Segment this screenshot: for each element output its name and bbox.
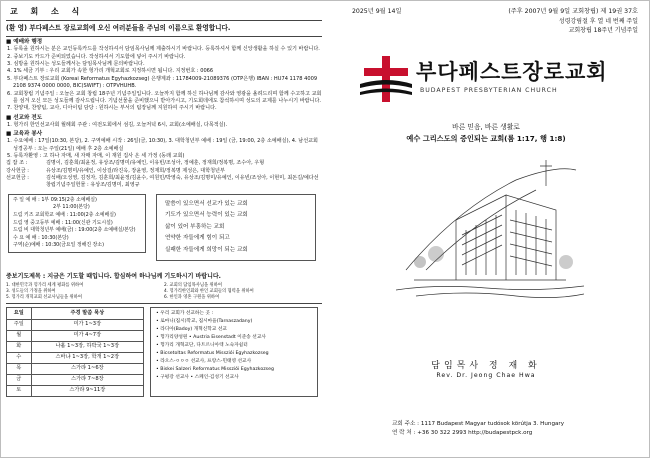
church-name-english: BUDAPEST PRESBYTERIAN CHURCH	[420, 87, 558, 94]
news-item: 3. 심방을 원하시는 성도들께서는 담임목사님께 문의바랍니다.	[7, 61, 145, 67]
motto-line: 바른 믿음, 바른 생활로	[452, 123, 520, 131]
news-item: 6. 교회창립 기념주일 : 오늘은 교회 창립 18주년 기념주일입니다. 오늘까지 함께 하신 하나님께 감사와 영광을 올려드리며 함께 수고하고 교회를 섬겨 오신 모든 성도들께 감사드립니다. 기념선물을 준비했으니 받아가시고, 기도회데에도 참석하시며 성도의 교제를 나누시기 바랍니다.	[7, 90, 322, 104]
worship-schedule-box	[8, 194, 146, 253]
day-cell: 화	[7, 341, 32, 352]
mission-line: • 헝가리양성원 • Austria Eisenstadt 이준송 선교사	[156, 334, 266, 340]
table-header: 요일	[7, 307, 32, 319]
section-title: ■ 교육과 봉사	[6, 131, 43, 138]
bible-reading-table	[6, 307, 144, 397]
prayer-item: 4. 헝가리한인회와 한인 교회들의 협력을 위하여	[164, 288, 254, 294]
mission-line: • 우리 교회가 선교하는 곳 :	[156, 310, 214, 316]
day-cell: 토	[7, 385, 32, 396]
vision-line: 삶이 있어 부흥하는 교회	[165, 223, 225, 230]
section-mission	[6, 114, 322, 129]
vision-line: 연약한 자들에게 힘이 되고	[165, 235, 230, 242]
mission-line: • Biskei Salzeri Reformatus Missziói Egyhazkozseg	[156, 366, 274, 372]
table-row	[7, 374, 144, 385]
reading-cell: 나훔 1~3장, 하박국 1~3장	[31, 341, 143, 352]
schedule-line: 2부 11:00(본당)	[53, 204, 90, 211]
role-row	[6, 168, 322, 175]
divider	[6, 303, 322, 304]
mission-line: • 구평강 선교사 • 스페인-김성기 선교사	[156, 374, 239, 380]
role-value: 김석배/오성영, 김정자, 김훈희/최윤정/김윤수, 여원민/박영숙, 유상조/김명미/유예인, 이유빈/조성아, 이현미, 최돈길/예다선 창립기념주일헌물 : 유상조/김명미, 최영규	[46, 175, 319, 189]
news-item: 1. 등록을 원하시는 분은 교인등록카드를 작성하셔서 담임목사님께 제출하시기 바랍니다. 등록하셔서 함께 신앙생활을 하실 수 있기 바랍니다.	[7, 46, 320, 53]
church-contact: 연 락 처 : +36 30 322 2993 http://budapestpck.org	[392, 429, 533, 436]
schedule-line: 수 요 예 배 : 10:30(본당)	[13, 234, 69, 241]
role-value: 김명이, 김훈희/최윤정, 유상조/김명미/유예인, 이유빈/조성아, 정예훈, 정재희/정복명, 조수아, 우형	[46, 160, 265, 167]
table-row	[7, 363, 144, 374]
reading-cell: 미가 4~7장	[31, 330, 143, 341]
news-item: 1. 헝가리 한인선교사회 월례회 주관 : 여전도회에서 섬김, 오늘저녁 6시, 교회(소예배실, 다목적실).	[7, 121, 228, 128]
bulletin-date: 2025년 9월 14일	[352, 8, 402, 15]
liturgical-week: 성령강림절 후 열 네 번째 주일	[558, 18, 638, 25]
contact-block	[392, 420, 564, 437]
day-cell: 주일	[7, 319, 32, 330]
prayer-item: 5. 헝가리 개혁교회 선교사님들을 위하여	[6, 295, 82, 301]
role-value: 유상조/김명미/유예인, 이상걸/라진옥, 장윤영, 정재희/정복명 제성은, 대학청년부	[46, 167, 225, 174]
table-header-row	[7, 307, 144, 319]
table-row	[7, 330, 144, 341]
mission-line: • Bicsetoltas Reformatus Missziói Egyhazkozseg	[156, 350, 269, 356]
mission-line: • 라디아(Badoy) 개혁신학교 선교	[156, 326, 227, 332]
table-row	[7, 341, 144, 352]
table-row	[7, 352, 144, 363]
reading-cell: 스가랴 1~6장	[31, 363, 143, 374]
role-row	[6, 175, 322, 190]
vision-line: 말씀이 있으면서 선교가 있는 교회	[165, 200, 248, 207]
role-key: 집 잡 조 :	[6, 160, 28, 167]
roles-list	[6, 160, 322, 190]
day-cell: 목	[7, 363, 32, 374]
mission-box	[150, 307, 318, 397]
vision-line: 기도가 있으면서 능력이 있는 교회	[165, 212, 248, 219]
role-key: 강사헌금 :	[6, 167, 30, 174]
cross-logo-icon	[358, 54, 414, 104]
schedule-line: 주 일 예 배 : 1부 09:15(2층 소예배실)	[13, 196, 97, 203]
prayer-item: 2. 교회의 담임목사님을 위하여	[164, 282, 223, 288]
day-cell: 월	[7, 330, 32, 341]
news-column	[6, 6, 322, 452]
reading-cell: 스바냐 1~3장, 학개 1~2장	[31, 352, 143, 363]
mission-line: • 헝가리 개혁교단, 다트르니아텍 노숙자쉼터	[156, 342, 248, 348]
prayer-item: 6. 한인과 영혼 구원을 위하여	[164, 295, 220, 301]
church-building-illustration	[396, 150, 584, 302]
news-item: 4. 1% 세금 기부 : 우리 교회가 속한 헝가리 개혁교회로 지정하시면 됩니다. 지정번호 : 0066	[7, 68, 214, 75]
church-logo	[358, 54, 628, 106]
section-worship	[6, 38, 322, 112]
church-name: 부다페스트장로교회	[416, 60, 608, 84]
info-boxes	[6, 194, 322, 268]
issue-info: (주후 2007년 9월 9일 교회창립) 제 19권 37호	[508, 8, 638, 15]
day-cell: 금	[7, 374, 32, 385]
schedule-line: 구역(순)예배 : 10:30(금요일 정해진 장소)	[13, 242, 105, 249]
table-row	[7, 319, 144, 330]
prayer-item: 1. 대한민국과 헝가리 세계 평화를 위하여	[6, 282, 84, 288]
welcome-text: (환 영) 부다페스트 장로교회에 오신 여러분들을 주님의 이름으로 환영합니다.	[6, 23, 231, 32]
section-title: ■ 예배와 행정	[6, 39, 43, 46]
role-key: 선교헌금 :	[6, 175, 30, 182]
divider	[6, 36, 322, 37]
table-row	[7, 385, 144, 396]
news-item: 5. 부다페스트 장로교회 (Koreai Reformatus Egyhazkozseg) 은행계좌 : 11784009-21089376 (OTP은행) IBAN : HU74 1178 4009 2108 9374 0000 0000, BIC(SWIFT) : OTPVHUHB.	[7, 75, 318, 90]
prayer-item: 3. 성도들의 가정을 위하여	[6, 288, 56, 294]
section-education	[6, 130, 322, 160]
news-item: 7. 찬양대, 찬양팀, 교사, 디아이팀 담당 : 원하시는 부서의 팀장님께 지원하여 주시기 바랍니다.	[7, 105, 217, 112]
bottom-row	[6, 307, 322, 397]
day-cell: 수	[7, 352, 32, 363]
news-item: 2. 중보기도 카드가 준비되었습니다. 작성하셔서 기도함에 넣어 주시기 바랍니다.	[7, 53, 186, 60]
schedule-line: 드림 영 중고등부 예배 : 11:00(신관 기도시설)	[13, 219, 113, 226]
schedule-line: 드림 키즈 교회학교 예배 : 11:00(2층 소예배실)	[13, 212, 116, 219]
reading-cell: 스가랴 9~11장	[31, 385, 143, 396]
news-item: 1. 수요예배 : 17일(10:30, 본당), 2. 구역예배 시작 : 26일(금, 10:30), 3. 대학청년부 예배 : 19일 (금, 19:00, 2층 소예배실), 4. 남선교회 성경공부 : 오는 주일(21일) 예배 후 2층 소예배실	[7, 138, 318, 152]
role-row	[6, 160, 322, 167]
reading-cell: 미가 1~3장	[31, 319, 143, 330]
pastor-name-english: Rev. Dr. Jeong Chae Hwa	[436, 372, 536, 379]
vision-line: 실패한 자들에게 희망이 되는 교회	[165, 246, 248, 253]
schedule-line: 드림 비 대학청년부 예배(금) : 19:00(2층 소예배실/본당)	[13, 227, 136, 234]
section-title: ■ 선교와 전도	[6, 114, 43, 121]
news-item: 5. 등록자환영 : 고 하나 자매, 새 자매 자매, 이 재원 집사 온 세 가정 (동래 교회)	[7, 152, 185, 159]
prayer-title: 중보기도제목 : 지금은 기도할 때입니다. 합심하여 하나님께 기도하시기 바랍니다.	[6, 272, 221, 280]
mission-line: • 로마니(집시)학교, 집시마을(Tarnaszadany)	[156, 318, 253, 324]
table-header: 주경 말씀 묵상	[31, 307, 143, 319]
reading-cell: 스가랴 7~8장	[31, 374, 143, 385]
motto-verse: 예수 그리스도의 증인되는 교회(롬 1:17, 행 1:8)	[406, 134, 566, 143]
news-title: 교 회 소 식	[10, 7, 85, 16]
cover-column	[330, 6, 642, 452]
church-vision-box	[156, 194, 316, 261]
divider	[6, 20, 322, 21]
prayer-list	[6, 283, 322, 302]
church-address: 교회 주소 : 1117 Budapest Magyar tudósok körútja 3. Hungary	[392, 421, 565, 427]
anniversary-label: 교회창립 18주년 기념주일	[568, 27, 638, 34]
mission-line: • 라오스-ㅇㅇㅇ 선교사, 프랑스-민태영 선교사	[156, 358, 252, 364]
pastor-title: 담임목사 정 재 화	[431, 361, 541, 371]
